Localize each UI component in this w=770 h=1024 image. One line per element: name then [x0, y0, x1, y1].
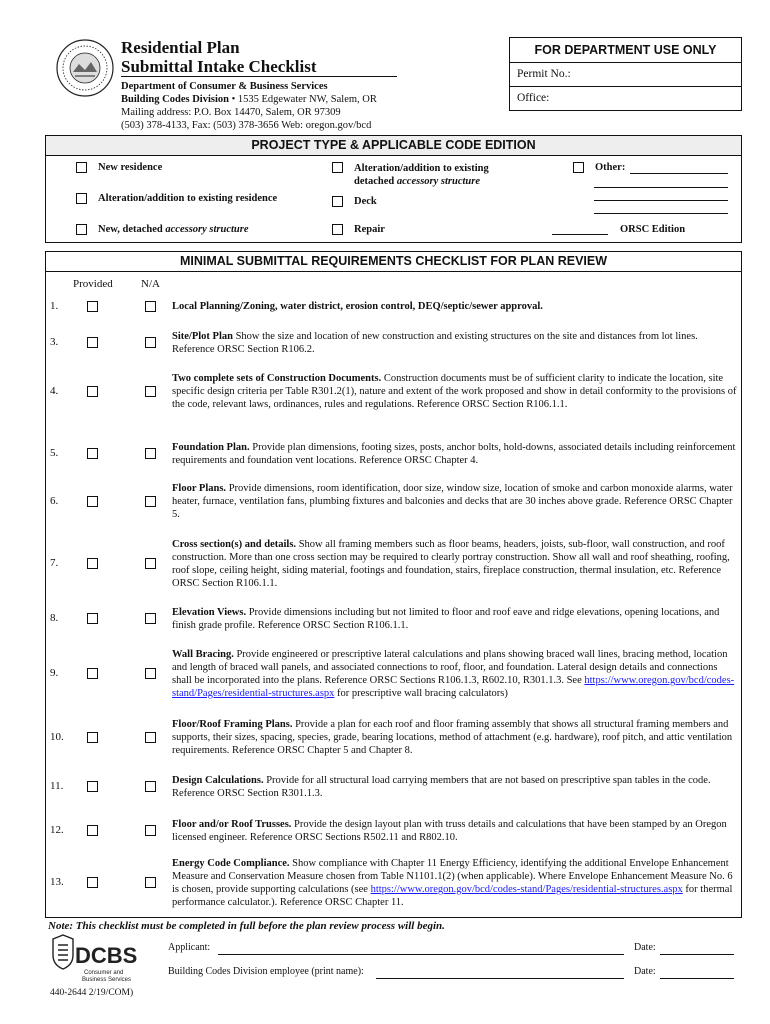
- department-use-box: [509, 37, 742, 111]
- checklist-item-description: Show all framing members such as floor beams, headers, joists, sub-floor, wall construction, and roof construction. More than one cross section may be required to clearly portray construction. Show all wall and roof sheathing, roofing, roof slope, ceiling height, siding material, footings and foundation, stairs, fireplace construction, thermal insulation, etc. Reference ORSC Section R106.1.1.: [172, 539, 730, 589]
- new-detached-accessory-checkbox[interactable]: [76, 224, 87, 235]
- na-checkbox[interactable]: [145, 613, 156, 624]
- na-column-header: N/A: [141, 278, 160, 290]
- checklist-item-description-end: for prescriptive wall bracing calculators): [334, 688, 508, 699]
- checklist-item-title: Local Planning/Zoning, water district, erosion control, DEQ/septic/sewer approval.: [172, 301, 543, 312]
- other-label: Other:: [595, 162, 626, 173]
- checklist-item-description: Provide dimensions including but not limited to floor and roof eave and ridge elevations, opening locations, and finish grade profile. Reference ORSC Section R106.1.1.: [172, 607, 720, 631]
- checklist-item-text: [172, 482, 737, 521]
- repair-label: Repair: [354, 224, 385, 235]
- agency-info: [121, 80, 377, 132]
- checklist-item-number: 8.: [50, 612, 59, 624]
- na-checkbox[interactable]: [145, 781, 156, 792]
- employee-date-line[interactable]: [660, 978, 734, 979]
- office-field[interactable]: Office:: [510, 86, 741, 109]
- checklist-item-number: 11.: [50, 780, 64, 792]
- checklist-item-text: [172, 718, 737, 757]
- provided-checkbox[interactable]: [87, 301, 98, 312]
- checklist-heading: MINIMAL SUBMITTAL REQUIREMENTS CHECKLIST FOR PLAN REVIEW: [46, 252, 741, 272]
- provided-checkbox[interactable]: [87, 877, 98, 888]
- checklist-item-number: 3.: [50, 336, 59, 348]
- checklist-item-title: Elevation Views.: [172, 607, 247, 618]
- new-detached-accessory-label: New, detached accessory structure: [98, 224, 249, 235]
- other-blank-4[interactable]: [594, 213, 728, 214]
- project-type-heading: PROJECT TYPE & APPLICABLE CODE EDITION: [46, 136, 741, 156]
- checklist-item-description: Show compliance with Chapter 11 Energy Efficiency, identifying the additional Envelope Enhancement Measure and Conservation Measure chosen from Table N1101.1(2) (when applicable). Where Envelope Enhancement Measure No. 6 is chosen, provide supporting calculations (see: [172, 858, 733, 895]
- checklist-item-description: Provide dimensions, room identification, door size, window size, location of smoke and carbon monoxide alarms, water heater, furnace, ventilation fans, plumbing fixtures and balconies and decks that are 30 inches above grade. Reference ORSC Chapter 5.: [172, 483, 733, 520]
- permit-number-field[interactable]: Permit No.:: [517, 68, 571, 80]
- checklist-item-number: 12.: [50, 824, 64, 836]
- alteration-detached-label: Alteration/addition to existing detached accessory structure: [354, 163, 489, 187]
- checklist-item-number: 1.: [50, 299, 59, 312]
- applicant-date-line[interactable]: [660, 954, 734, 955]
- phone-web: (503) 378-4133, Fax: (503) 378-3656 Web: oregon.gov/bcd: [121, 120, 372, 131]
- alteration-residence-label: Alteration/addition to existing residence: [98, 193, 278, 204]
- checklist-item-title: Wall Bracing.: [172, 649, 234, 660]
- checklist-item-number: 5.: [50, 447, 59, 459]
- checklist-item-description: Provide the design layout plan with truss details and calculations that have been stamped by an Oregon licensed engineer. Reference ORSC Sections R502.11 and R802.10.: [172, 819, 727, 843]
- checklist-item-title: Design Calculations.: [172, 775, 264, 786]
- division-address: Building Codes Division • 1535 Edgewater NW, Salem, OR: [121, 94, 377, 105]
- oregon-state-seal-icon: [55, 38, 115, 98]
- dcbs-logo-sub2: Business Services: [82, 977, 132, 983]
- checklist-item-title: Cross section(s) and details.: [172, 539, 297, 550]
- checklist-item-title: Floor Plans.: [172, 483, 227, 494]
- dcbs-logo-icon: [50, 933, 138, 985]
- checklist-item-number: 10.: [50, 730, 64, 743]
- provided-checkbox[interactable]: [87, 613, 98, 624]
- provided-checkbox[interactable]: [87, 781, 98, 792]
- checklist-item-description: Provide a plan for each roof and floor framing assembly that shows all structural framing members and supports, their sizes, spacing, species, grade, bearing locations, method of attachment (e.g. hardware), roof pitch, and attic ventilation requirements. Reference ORSC Chapter 5 and Chapter 8.: [172, 719, 733, 756]
- alteration-residence-checkbox[interactable]: [76, 193, 87, 204]
- checklist-item-text: [172, 648, 737, 700]
- checklist-item-description: Provide engineered or prescriptive lateral calculations and plans showing braced wall lines, bracing method, location and length of braced wall panels, and associated connections to roof, floor, and foundation. Lateral design details and connections shall be incorporated into the plans. Reference ORSC Sections R106.1.3, R602.10, R301.1.3. See: [172, 649, 728, 686]
- department-use-heading: FOR DEPARTMENT USE ONLY: [510, 38, 741, 63]
- checklist-item-description: Provide plan dimensions, footing sizes, posts, anchor bolts, hold-downs, associated details including reinforcement requirements and foundation vent locations. Reference ORSC Chapter 4.: [172, 442, 736, 466]
- dcbs-logo-sub1: Consumer and: [84, 970, 124, 976]
- employee-name-line[interactable]: [376, 978, 624, 979]
- other-blank-1[interactable]: [630, 173, 728, 174]
- provided-checkbox[interactable]: [87, 496, 98, 507]
- new-residence-label: New residence: [98, 162, 163, 173]
- checklist-item-text: [172, 857, 737, 909]
- checklist-item-number: 13.: [50, 876, 64, 888]
- checklist-item-number: 6.: [50, 494, 59, 507]
- na-checkbox[interactable]: [145, 732, 156, 743]
- na-checkbox[interactable]: [145, 496, 156, 507]
- checklist-item-text: [172, 818, 737, 844]
- deck-checkbox[interactable]: [332, 196, 343, 207]
- checklist-item-text: [172, 300, 737, 313]
- mailing-address: Mailing address: P.O. Box 14470, Salem, OR 97309: [121, 107, 341, 118]
- completion-note: Note: This checklist must be completed in full before the plan review process will begin.: [48, 920, 445, 932]
- reference-link[interactable]: https://www.oregon.gov/bcd/codes-stand/Pages/residential-structures.aspx: [370, 884, 683, 895]
- dcbs-logo-text: DCBS: [75, 943, 138, 968]
- deck-label: Deck: [354, 196, 377, 207]
- orsc-edition-label: ORSC Edition: [620, 224, 686, 235]
- na-checkbox[interactable]: [145, 558, 156, 569]
- checklist-item-description: Provide for all structural load carrying members that are not based on prescriptive span tables in the code. Reference ORSC Section R301.1.3.: [172, 775, 711, 799]
- provided-checkbox[interactable]: [87, 558, 98, 569]
- provided-checkbox[interactable]: [87, 825, 98, 836]
- other-blank-2[interactable]: [594, 187, 728, 188]
- na-checkbox[interactable]: [145, 337, 156, 348]
- na-checkbox[interactable]: [145, 448, 156, 459]
- employee-label: Building Codes Division employee (print name):: [168, 966, 364, 977]
- alteration-detached-checkbox[interactable]: [332, 162, 343, 173]
- applicant-date-label: Date:: [634, 942, 656, 953]
- na-checkbox[interactable]: [145, 301, 156, 312]
- checklist-item-text: [172, 606, 737, 632]
- applicant-label: Applicant:: [168, 942, 211, 953]
- checklist-item-description: Construction documents must be of sufficient clarity to indicate the location, site specific design criteria per Table R301.2(1), nature and extent of the work proposed and show in detail conformity to the provisions of the code, relevant laws, ordinances, rules and regulations. Reference ORSC Section R106.1.1.: [172, 373, 737, 410]
- department-name: Department of Consumer & Business Services: [121, 81, 328, 92]
- repair-checkbox[interactable]: [332, 224, 343, 235]
- checklist-item-description: Show the size and location of new construction and existing structures on the site and distances from lot lines. Reference ORSC Section R106.2.: [172, 331, 698, 355]
- provided-column-header: Provided: [73, 278, 113, 290]
- na-checkbox[interactable]: [145, 386, 156, 397]
- provided-checkbox[interactable]: [87, 732, 98, 743]
- title-divider: [121, 76, 397, 77]
- checklist-item-text: [172, 774, 737, 800]
- orsc-edition-blank[interactable]: [552, 234, 608, 235]
- checklist-item-number: 7.: [50, 557, 59, 569]
- checklist-item-description-end: for thermal performance calculator.). Reference ORSC Chapter 11.: [172, 884, 733, 908]
- checklist-item-text: [172, 372, 737, 411]
- provided-checkbox[interactable]: [87, 668, 98, 679]
- reference-link[interactable]: https://www.oregon.gov/bcd/codes-stand/Pages/residential-structures.aspx: [172, 675, 735, 699]
- employee-date-label: Date:: [634, 966, 656, 977]
- other-checkbox[interactable]: [573, 162, 584, 173]
- provided-checkbox[interactable]: [87, 337, 98, 348]
- checklist-item-number: 4.: [50, 384, 59, 397]
- na-checkbox[interactable]: [145, 825, 156, 836]
- other-blank-3[interactable]: [594, 200, 728, 201]
- provided-checkbox[interactable]: [87, 386, 98, 397]
- form-number: 440-2644 2/19/COM): [50, 988, 134, 998]
- checklist-item-title: Floor and/or Roof Trusses.: [172, 819, 292, 830]
- na-checkbox[interactable]: [145, 668, 156, 679]
- checklist-item-text: [172, 330, 737, 356]
- checklist-item-text: [172, 441, 737, 467]
- checklist-item-text: [172, 538, 737, 590]
- new-residence-checkbox[interactable]: [76, 162, 87, 173]
- provided-checkbox[interactable]: [87, 448, 98, 459]
- checklist-item-number: 9.: [50, 667, 59, 679]
- checklist-item-title: Two complete sets of Construction Documents.: [172, 373, 382, 384]
- checklist-item-title: Floor/Roof Framing Plans.: [172, 719, 293, 730]
- form-title: Residential Plan Submittal Intake Checklist: [121, 38, 317, 76]
- na-checkbox[interactable]: [145, 877, 156, 888]
- checklist-item-title: Energy Code Compliance.: [172, 858, 290, 869]
- checklist-item-title: Foundation Plan.: [172, 442, 250, 453]
- applicant-signature-line[interactable]: [218, 954, 624, 955]
- checklist-item-title: Site/Plot Plan: [172, 331, 233, 342]
